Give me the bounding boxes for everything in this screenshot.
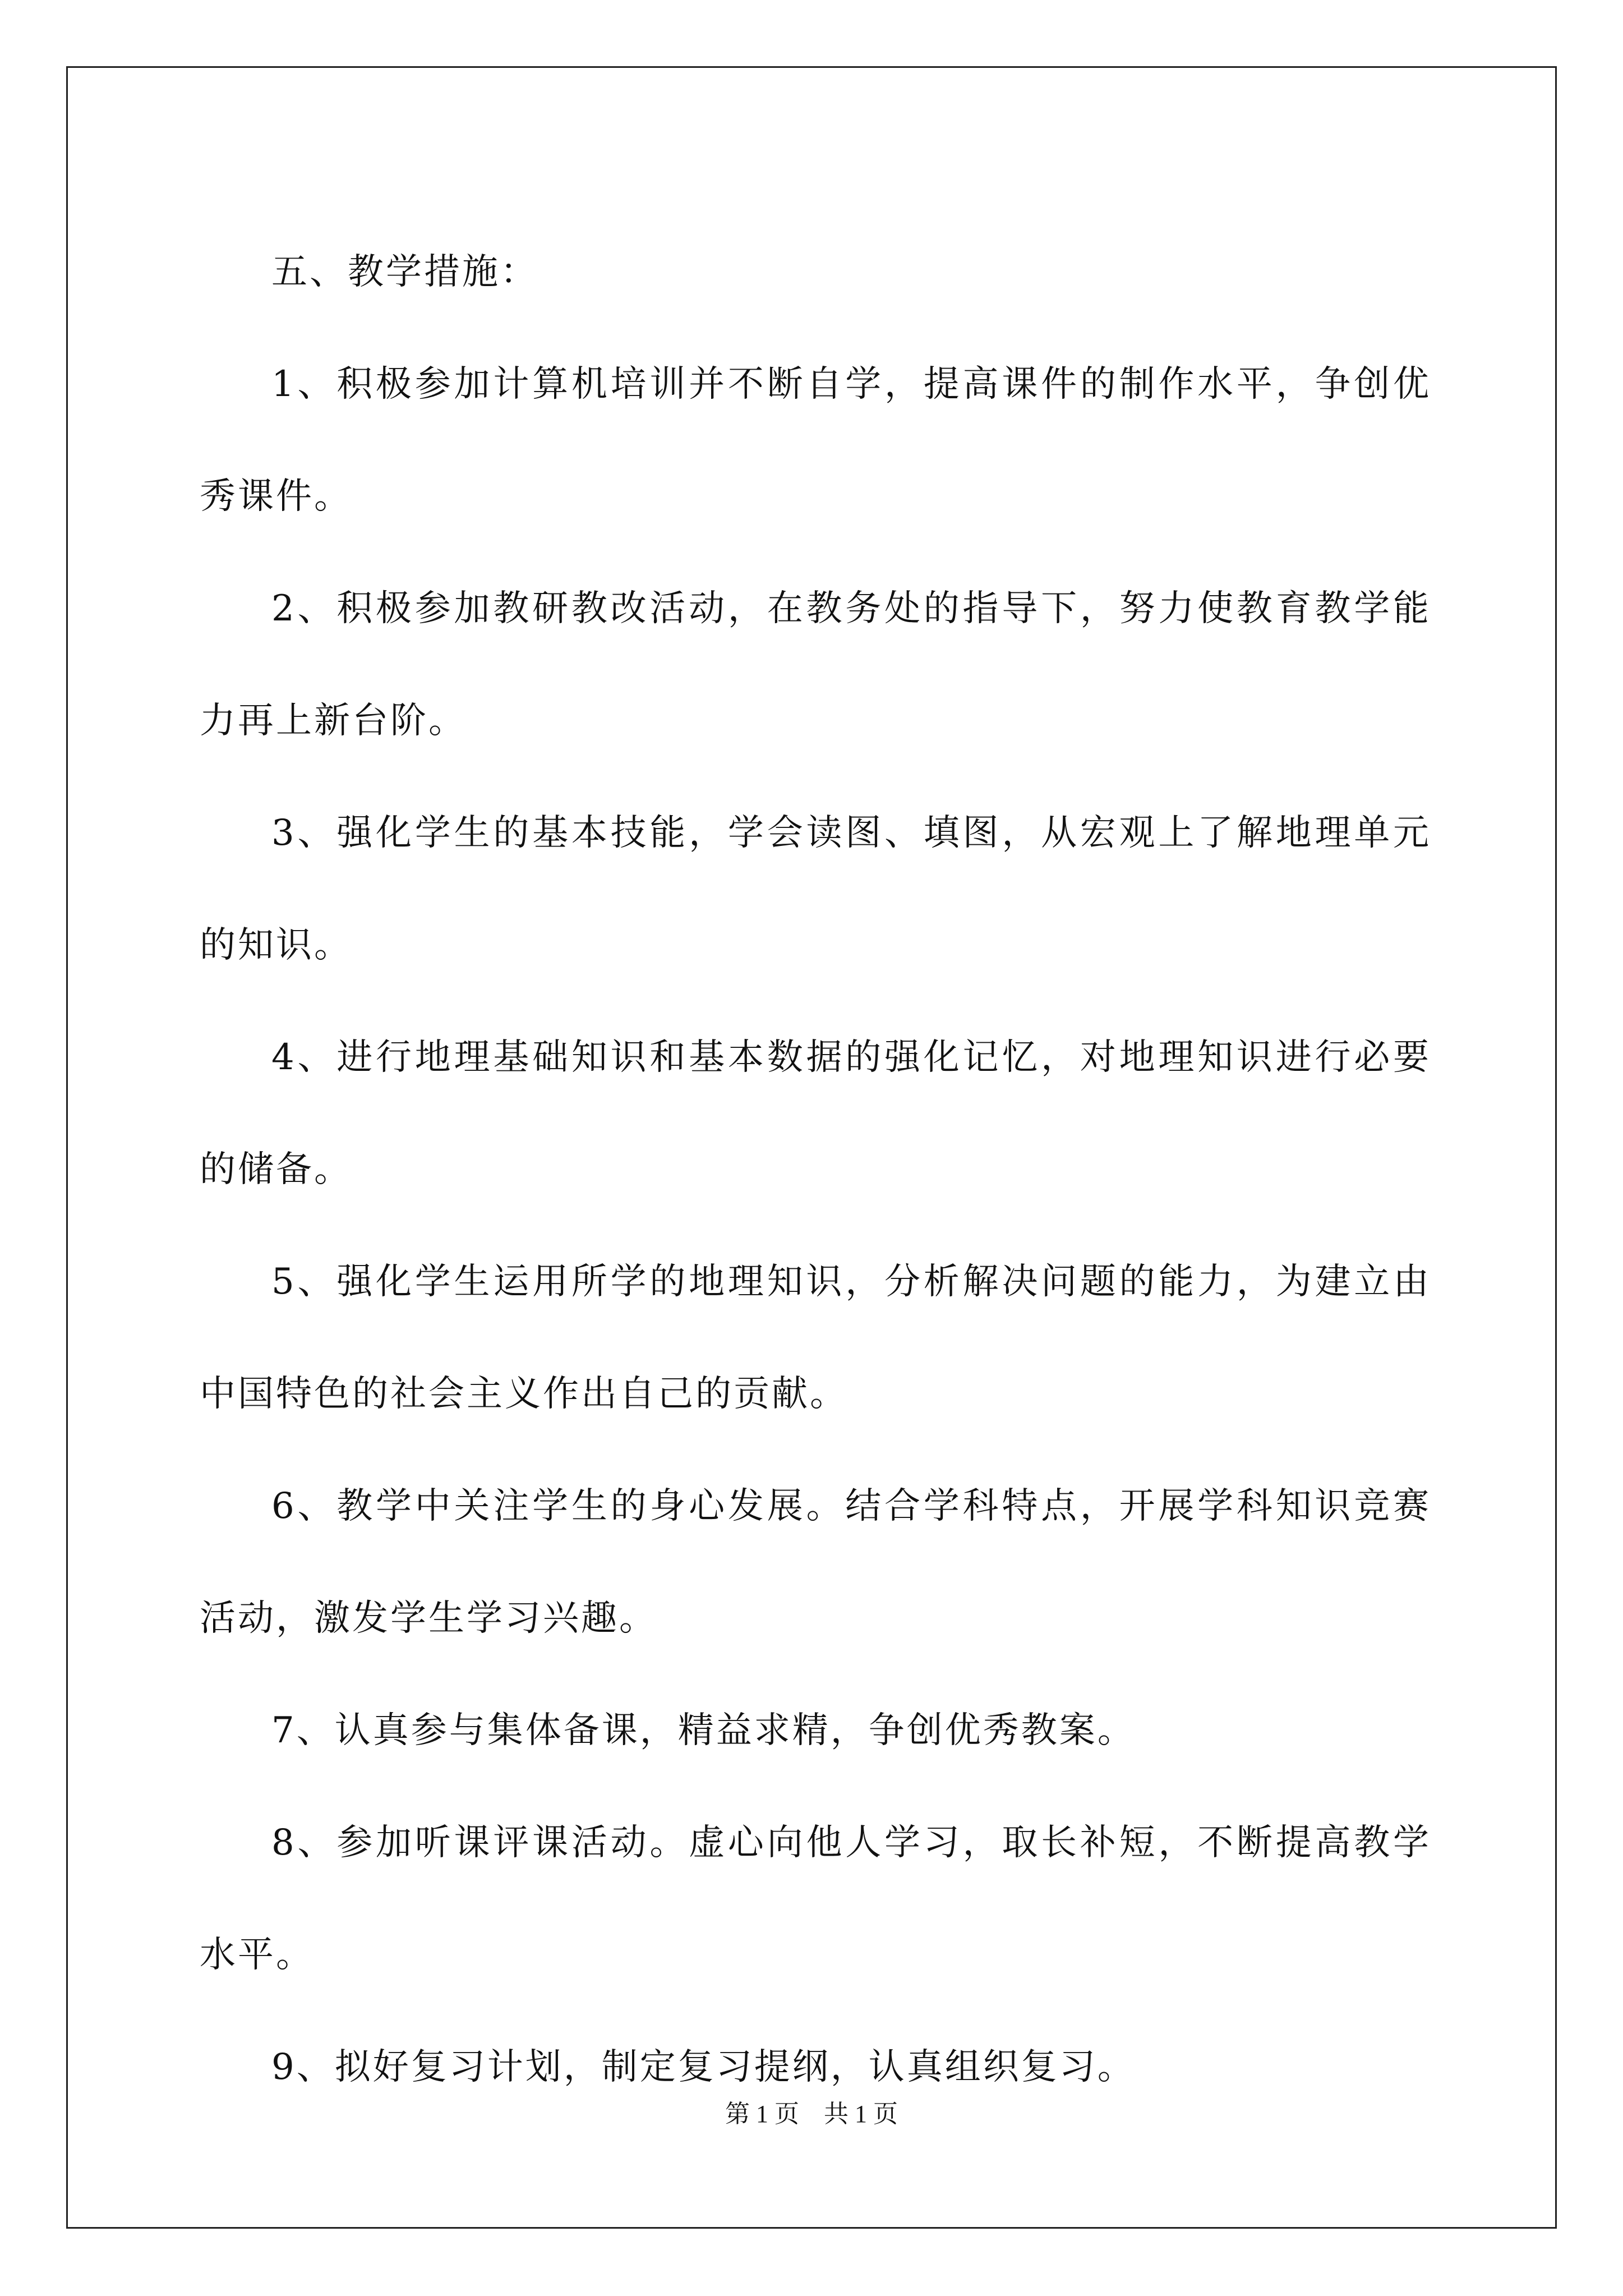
page-footer bbox=[0, 2093, 1623, 2129]
page-total: 共 1 页 bbox=[824, 2100, 898, 2128]
paragraph-9: 9、拟好复习计划，制定复习提纲，认真组织复习。 bbox=[271, 2046, 1136, 2088]
section-heading: 五、教学措施： bbox=[271, 251, 538, 293]
paragraph-6: 6、教学中关注学生的身心发展。结合学科特点，开展学科知识竞赛活动，激发学生学习兴趣。 bbox=[200, 1485, 1431, 1639]
paragraph-4: 4、进行地理基础知识和基本数据的强化记忆，对地理知识进行必要的储备。 bbox=[200, 1037, 1431, 1190]
paragraph-2: 2、积极参加教研教改活动，在教务处的指导下，努力使教育教学能力再上新台阶。 bbox=[200, 588, 1431, 742]
paragraph-3: 3、强化学生的基本技能，学会读图、填图，从宏观上了解地理单元的知识。 bbox=[200, 812, 1431, 966]
paragraph-7: 7、认真参与集体备课，精益求精，争创优秀教案。 bbox=[271, 1710, 1136, 1751]
paragraph-5: 5、强化学生运用所学的地理知识，分析解决问题的能力，为建立由中国特色的社会主义作出自己的贡献。 bbox=[200, 1261, 1431, 1415]
paragraph-8: 8、参加听课评课活动。虚心向他人学习，取长补短，不断提高教学水平。 bbox=[200, 1822, 1431, 1976]
document-body bbox=[200, 216, 1431, 2123]
page-number: 第 1 页 bbox=[725, 2100, 799, 2128]
paragraph-1: 1、积极参加计算机培训并不断自学，提高课件的制作水平，争创优秀课件。 bbox=[200, 364, 1431, 517]
